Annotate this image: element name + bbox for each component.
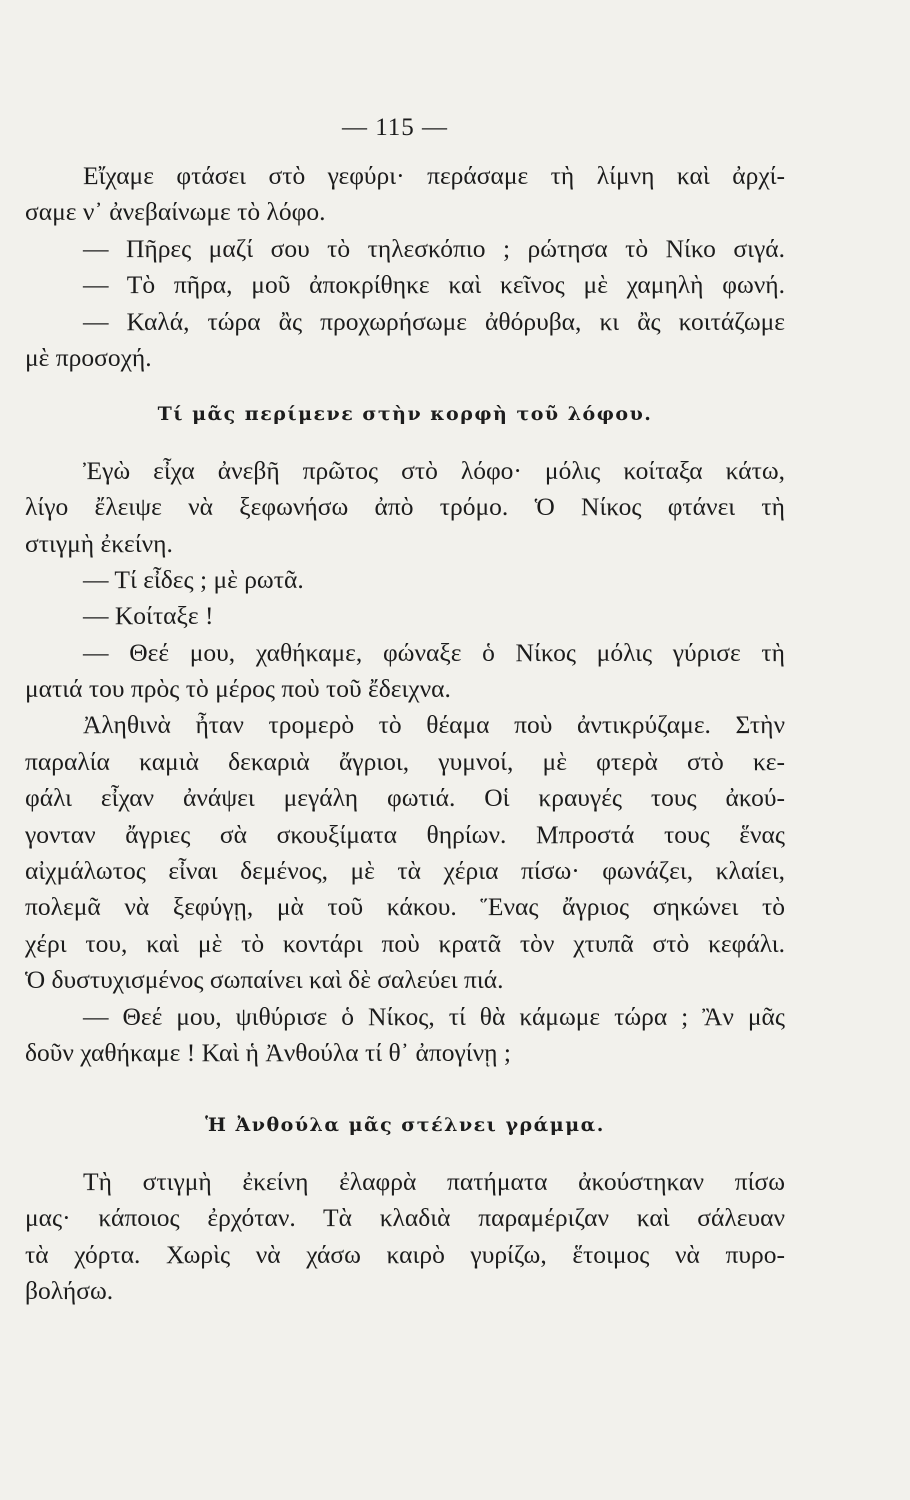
text-line: μας· κάποιος ἐρχόταν. Τὰ κλαδιὰ παραμέριζαν καὶ σάλευαν [25, 1203, 785, 1233]
text-line: παραλία καμιὰ δεκαριὰ ἄγριοι, γυμνοί, μὲ φτερὰ στὸ κε- [25, 746, 785, 776]
text-line: — Θεέ μου, χαθήκαμε, φώναξε ὁ Νίκος μόλις γύρισε τὴ [83, 637, 785, 667]
text-line: Ἀληθινὰ ἦταν τρομερὸ τὸ θέαμα ποὺ ἀντικρύζαμε. Στὴν [83, 710, 785, 740]
text-line: λίγο ἔλειψε νὰ ξεφωνήσω ἀπὸ τρόμο. Ὁ Νίκος φτάνει τὴ [25, 492, 785, 522]
text-line: — Τί εἶδες ; μὲ ρωτᾶ. [83, 564, 304, 594]
text-line: Ἐγὼ εἶχα ἀνεβῆ πρῶτος στὸ λόφο· μόλις κοίταξα κάτω, [83, 455, 785, 485]
text-line: — Κοίταξε ! [83, 601, 214, 631]
text-line: χέρι του, καὶ μὲ τὸ κοντάρι ποὺ κρατᾶ τὸν χτυπᾶ στὸ κεφάλι. [25, 928, 785, 958]
text-line: — Τὸ πῆρα, μοῦ ἀποκρίθηκε καὶ κεῖνος μὲ χαμηλὴ φωνή. [83, 270, 785, 300]
text-line: μὲ προσοχή. [25, 342, 152, 372]
text-line: γονταν ἄγριες σὰ σκουξίματα θηρίων. Μπροστά τους ἕνας [25, 819, 785, 849]
text-line: βολήσω. [25, 1275, 114, 1305]
section-1 [25, 158, 785, 376]
text-line: — Θεέ μου, ψιθύρισε ὁ Νίκος, τί θὰ κάμωμε τώρα ; Ἂν μᾶς [83, 1001, 785, 1031]
section-2 [25, 453, 785, 1072]
text-line: Εἴχαμε φτάσει στὸ γεφύρι· περάσαμε τὴ λίμνη καὶ ἀρχί- [83, 161, 785, 190]
page-body [25, 158, 785, 1309]
text-line: δοῦν χαθήκαμε ! Καὶ ἡ Ἀνθούλα τί θ᾿ ἀπογίνῃ ; [25, 1037, 511, 1067]
section-3 [25, 1164, 785, 1310]
text-line: τὰ χόρτα. Χωρὶς νὰ χάσω καιρὸ γυρίζω, ἕτοιμος νὰ πυρο- [25, 1239, 785, 1269]
text-line: στιγμὴ ἐκείνη. [25, 528, 173, 558]
text-line: ματιά του πρὸς τὸ μέρος ποὺ τοῦ ἔδειχνα. [25, 674, 451, 704]
section-heading-1: Τί μᾶς περίμενε στὴν κορφὴ τοῦ λόφου. [157, 403, 653, 426]
text-line: πολεμᾶ νὰ ξεφύγῃ, μὰ τοῦ κάκου. Ἕνας ἄγριος σηκώνει τὸ [25, 892, 785, 922]
text-line: — Καλά, τώρα ἂς προχωρήσωμε ἀθόρυβα, κι ἂς κοιτάζωμε [83, 306, 785, 336]
text-line: Τὴ στιγμὴ ἐκείνη ἐλαφρὰ πατήματα ἀκούστηκαν πίσω [83, 1166, 785, 1196]
text-line: αἰχμάλωτος εἶναι δεμένος, μὲ τὰ χέρια πίσω· φωνάζει, κλαίει, [25, 856, 785, 886]
text-line: σαμε ν᾿ ἀνεβαίνωμε τὸ λόφο. [25, 197, 326, 227]
text-line: φάλι εἶχαν ἀνάψει μεγάλη φωτιά. Οἱ κραυγές τους ἀκού- [25, 783, 785, 813]
text-line: — Πῆρες μαζί σου τὸ τηλεσκόπιο ; ρώτησα τὸ Νίκο σιγά. [83, 233, 785, 263]
page-number: — 115 — [341, 114, 449, 141]
section-heading-2: Ἡ Ἀνθούλα μᾶς στέλνει γράμμα. [205, 1114, 605, 1137]
text-line: Ὁ δυστυχισμένος σωπαίνει καὶ δὲ σαλεύει πιά. [25, 965, 504, 995]
